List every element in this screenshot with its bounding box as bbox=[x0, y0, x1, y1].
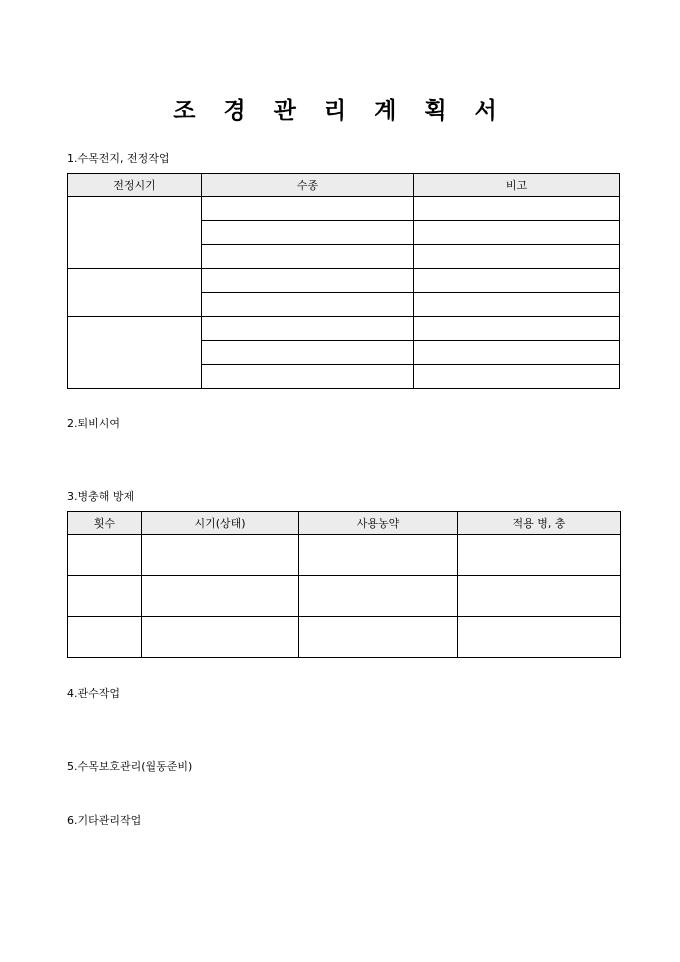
species-cell[interactable] bbox=[202, 317, 414, 341]
section-heading-irrigation: 4.관수작업 bbox=[67, 687, 120, 700]
remarks-cell[interactable] bbox=[414, 197, 620, 221]
table-row bbox=[68, 617, 621, 658]
table-header-row bbox=[68, 174, 620, 197]
header-species: 수종 bbox=[202, 174, 414, 197]
pesticide-cell[interactable] bbox=[299, 617, 458, 658]
header-timing-condition: 시기(상태) bbox=[142, 512, 299, 535]
table-row bbox=[68, 576, 621, 617]
remarks-cell[interactable] bbox=[414, 293, 620, 317]
species-cell[interactable] bbox=[202, 293, 414, 317]
pest-control-table bbox=[67, 511, 621, 658]
timing-cell[interactable] bbox=[142, 617, 299, 658]
species-cell[interactable] bbox=[202, 365, 414, 389]
table-row bbox=[68, 197, 620, 221]
species-cell[interactable] bbox=[202, 245, 414, 269]
pesticide-cell[interactable] bbox=[299, 576, 458, 617]
remarks-cell[interactable] bbox=[414, 221, 620, 245]
pesticide-cell[interactable] bbox=[299, 535, 458, 576]
species-cell[interactable] bbox=[202, 269, 414, 293]
remarks-cell[interactable] bbox=[414, 269, 620, 293]
count-cell[interactable] bbox=[68, 617, 142, 658]
section-heading-pruning: 1.수목전지, 전정작업 bbox=[67, 152, 170, 165]
section-heading-compost: 2.퇴비시여 bbox=[67, 417, 120, 430]
timing-cell[interactable] bbox=[142, 576, 299, 617]
header-count: 횟수 bbox=[68, 512, 142, 535]
species-cell[interactable] bbox=[202, 221, 414, 245]
count-cell[interactable] bbox=[68, 576, 142, 617]
header-pesticide: 사용농약 bbox=[299, 512, 458, 535]
target-pests-cell[interactable] bbox=[458, 576, 621, 617]
pruning-time-cell[interactable] bbox=[68, 317, 202, 389]
remarks-cell[interactable] bbox=[414, 341, 620, 365]
remarks-cell[interactable] bbox=[414, 365, 620, 389]
table-row bbox=[68, 269, 620, 293]
pruning-table bbox=[67, 173, 620, 389]
pruning-time-cell[interactable] bbox=[68, 269, 202, 317]
species-cell[interactable] bbox=[202, 197, 414, 221]
target-pests-cell[interactable] bbox=[458, 617, 621, 658]
header-remarks: 비고 bbox=[414, 174, 620, 197]
header-target-pests: 적용 병, 충 bbox=[458, 512, 621, 535]
remarks-cell[interactable] bbox=[414, 317, 620, 341]
page-title: 조 경 관 리 계 획 서 bbox=[173, 98, 507, 124]
species-cell[interactable] bbox=[202, 341, 414, 365]
count-cell[interactable] bbox=[68, 535, 142, 576]
section-heading-other-management: 6.기타관리작업 bbox=[67, 814, 142, 827]
header-pruning-time: 전정시기 bbox=[68, 174, 202, 197]
pruning-time-cell[interactable] bbox=[68, 197, 202, 269]
section-heading-tree-protection: 5.수목보호관리(월동준비) bbox=[67, 760, 193, 773]
table-header-row bbox=[68, 512, 621, 535]
remarks-cell[interactable] bbox=[414, 245, 620, 269]
table-row bbox=[68, 535, 621, 576]
target-pests-cell[interactable] bbox=[458, 535, 621, 576]
timing-cell[interactable] bbox=[142, 535, 299, 576]
section-heading-pest-control: 3.병충해 방제 bbox=[67, 490, 135, 503]
table-row bbox=[68, 317, 620, 341]
